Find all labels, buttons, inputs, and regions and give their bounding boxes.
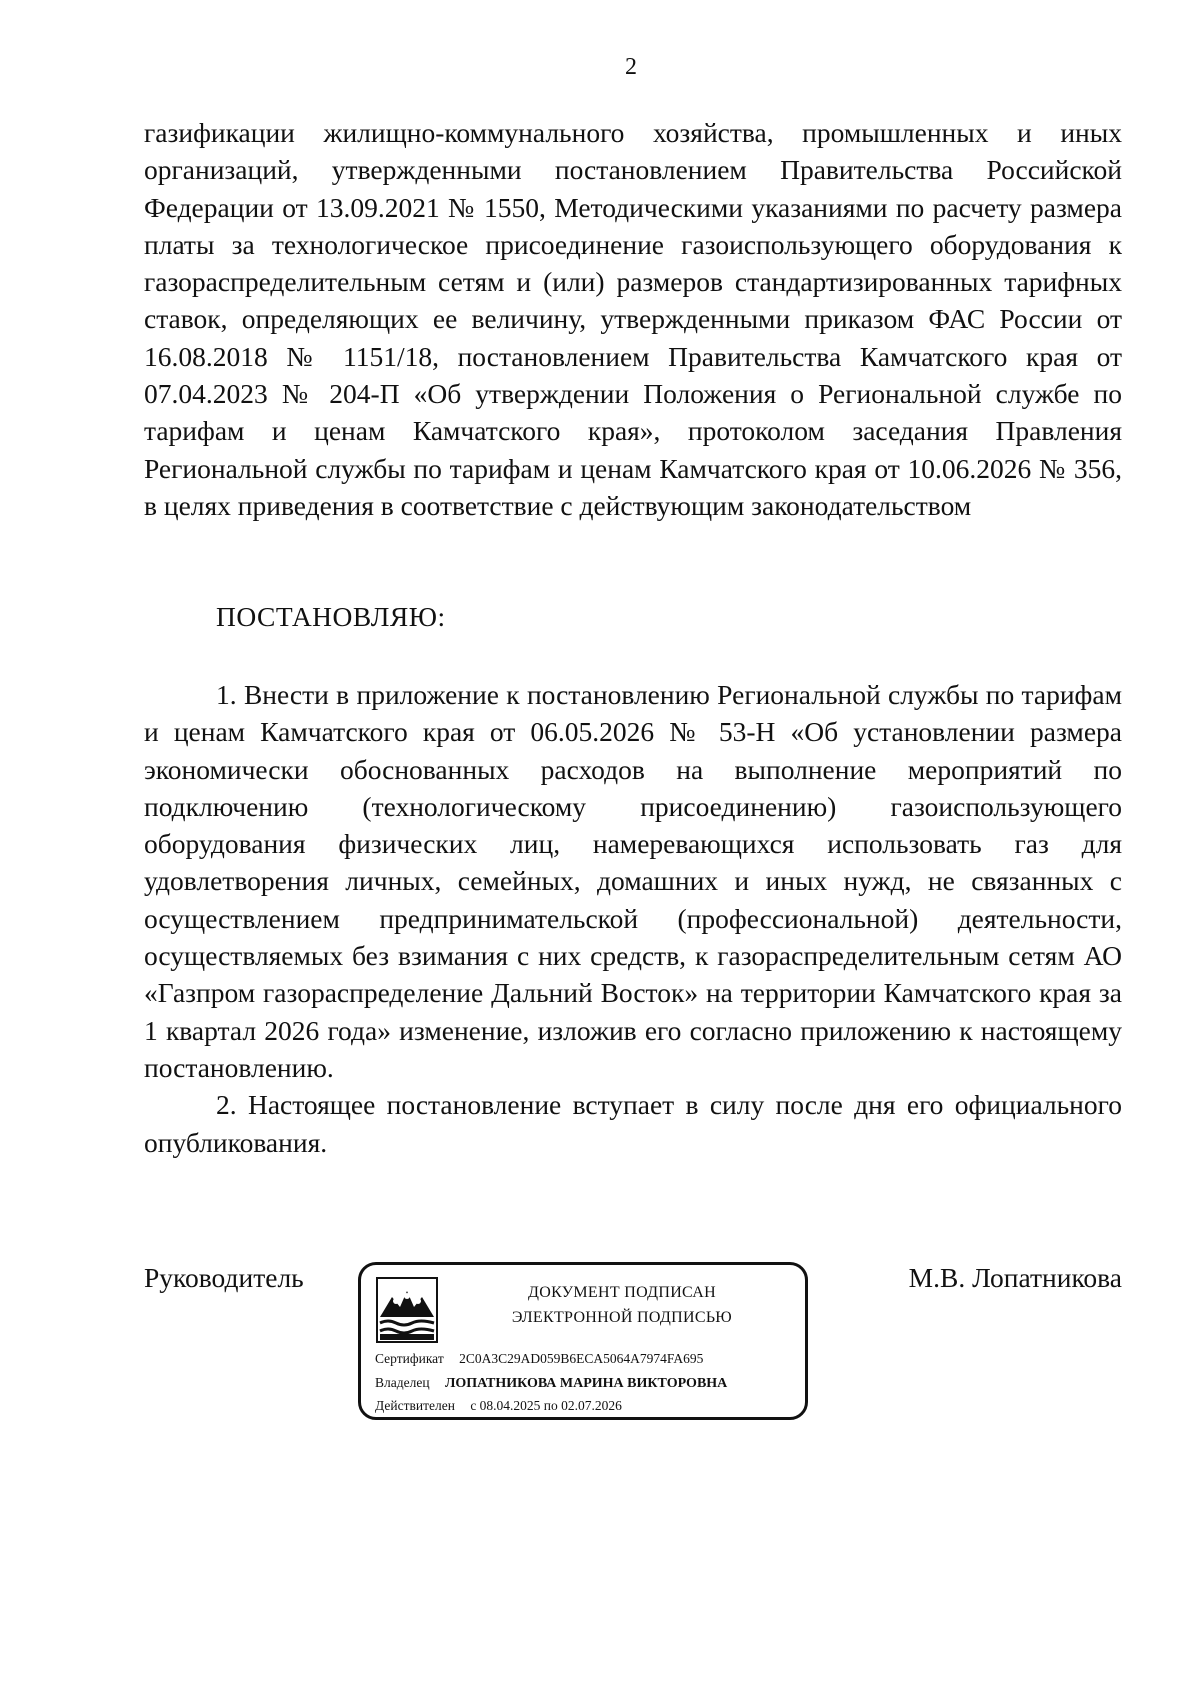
stamp-owner-label: Владелец [375,1375,430,1390]
decree-item-1: 1. Внести в приложение к постановлению Региональной службы по тарифам и ценам Камчатского края от 06.05.2026 № 53-Н «Об установлении размера экономически обоснованных расходов на выполнение мероприятий по подключению (технологическому присоединению) газоиспользующего оборудования физических лиц, намеревающихся использовать газ для удовлетворения личных, семейных, домашних и иных нужд, не связанных с осуществлением предпринимательской (профессиональной) деятельности, осуществляемых без взимания с них средств, к газораспределительным сетям АО «Газпром газораспределение Дальний Восток» на территории Камчатского края за 1 квартал 2026 года» изменение, изложив его согласно приложению к настоящему постановлению. [144,679,1122,1083]
intro-paragraph: газификации жилищно-коммунального хозяйства, промышленных и иных организаций, утвержденными постановлением Правительства Российской Федерации от 13.09.2021 № 1550, Методическими указаниями по расчету размера платы за технологическое присоединение газоиспользующего оборудования к газораспределительным сетям и (или) размеров стандартизированных тарифных ставок, определяющих ее величину, утвержденными приказом ФАС России от 16.08.2018 № 1151/18, постановлением Правительства Камчатского края от 07.04.2023 № 204-П «Об утверждении Положения о Региональной службе по тарифам и ценам Камчатского края», протоколом заседания Правления Региональной службы по тарифам и ценам Камчатского края от 10.06.2026 № 356, в целях приведения в соответствие с действующим законодательством [144,117,1122,521]
stamp-title [449,1280,795,1330]
signature-position: Руководитель [144,1262,304,1293]
signatory-name: М.В. Лопатникова [908,1262,1122,1293]
stamp-valid-label: Действителен [375,1398,455,1413]
stamp-cert-value: 2C0A3C29AD059B6ECA5064A7974FA695 [459,1351,704,1366]
decree-item-2: 2. Настоящее постановление вступает в силу после дня его официального опубликования. [144,1089,1122,1158]
stamp-validity-row [375,1398,622,1414]
stamp-owner-value: ЛОПАТНИКОВА МАРИНА ВИКТОРОВНА [444,1376,728,1391]
stamp-certificate-row [375,1351,703,1367]
kamchatka-emblem-icon [376,1277,438,1343]
decree-word: ПОСТАНОВЛЯЮ: [216,601,446,632]
electronic-signature-stamp [358,1262,808,1420]
stamp-title-line-2: ЭЛЕКТРОННОЙ ПОДПИСЬЮ [511,1309,733,1326]
decree-items [144,676,1122,1161]
stamp-owner-row [375,1375,727,1392]
stamp-valid-value: с 08.04.2025 по 02.07.2026 [470,1398,622,1413]
stamp-title-line-1: ДОКУМЕНТ ПОДПИСАН [528,1284,716,1301]
page-number: 2 [625,54,637,80]
stamp-cert-label: Сертификат [375,1351,444,1366]
intro-paragraph-block [144,114,1122,524]
